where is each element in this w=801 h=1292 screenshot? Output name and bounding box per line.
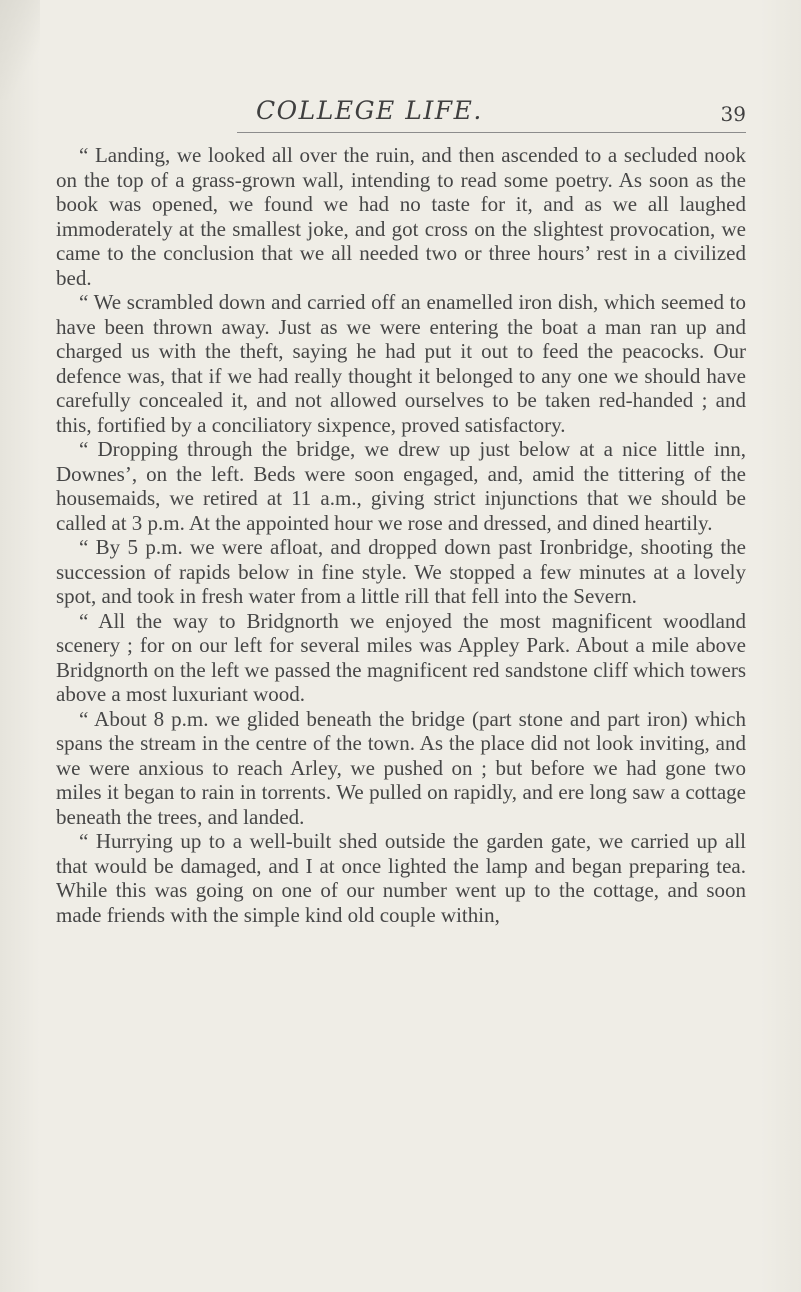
page-header — [56, 96, 746, 136]
paragraph: “ Dropping through the bridge, we drew up just below at a nice little inn, Downes’, on the left. Beds were soon engaged, and, amid the tittering of the housemaids, we retired at 11 a.m., giving strict injunctions that we should be called at 3 p.m. At the appointed hour we rose and dressed, and dined heartily. — [56, 437, 746, 535]
page-number: 39 — [720, 102, 746, 126]
header-rule — [237, 132, 746, 133]
paragraph: “ We scrambled down and carried off an enamelled iron dish, which seemed to have been thrown away. Just as we were entering the boat a man ran up and charged us with the theft, saying he had put it out to feed the peacocks. Our defence was, that if we had really thought it belonged to any one we should have carefully concealed it, and not allowed ourselves to be taken red-handed ; and this, fortified by a conciliatory sixpence, proved satisfactory. — [56, 290, 746, 437]
page-edge-shadow — [0, 0, 40, 100]
paragraph: “ Landing, we looked all over the ruin, and then ascended to a secluded nook on the top of a grass-grown wall, intending to read some poetry. As soon as the book was opened, we found we had no taste for it, and as we all laughed immoderately at the smallest joke, and got cross on the slightest provocation, we came to the conclusion that we all needed two or three hours’ rest in a civilized bed. — [56, 143, 746, 290]
paragraph: “ Hurrying up to a well-built shed outside the garden gate, we carried up all that would be damaged, and I at once lighted the lamp and began preparing tea. While this was going on one of our number went up to the cottage, and soon made friends with the simple kind old couple within, — [56, 829, 746, 927]
paragraph: “ By 5 p.m. we were afloat, and dropped down past Ironbridge, shooting the succession of rapids below in fine style. We stopped a few minutes at a lovely spot, and took in fresh water from a little rill that fell into the Severn. — [56, 535, 746, 608]
running-head: COLLEGE LIFE. — [256, 96, 483, 125]
paragraph: “ About 8 p.m. we glided beneath the bridge (part stone and part iron) which spans the stream in the centre of the town. As the place did not look inviting, and we were anxious to reach Arley, we pushed on ; but before we had gone two miles it began to rain in torrents. We pulled on rapidly, and ere long saw a cottage beneath the trees, and landed. — [56, 706, 746, 829]
body-text — [56, 143, 746, 927]
paragraph: “ All the way to Bridgnorth we enjoyed the most magnificent woodland scenery ; for on our left for several miles was Appley Park. About a mile above Bridgnorth on the left we passed the magnificent red sandstone cliff which towers above a most luxuriant wood. — [56, 608, 746, 706]
